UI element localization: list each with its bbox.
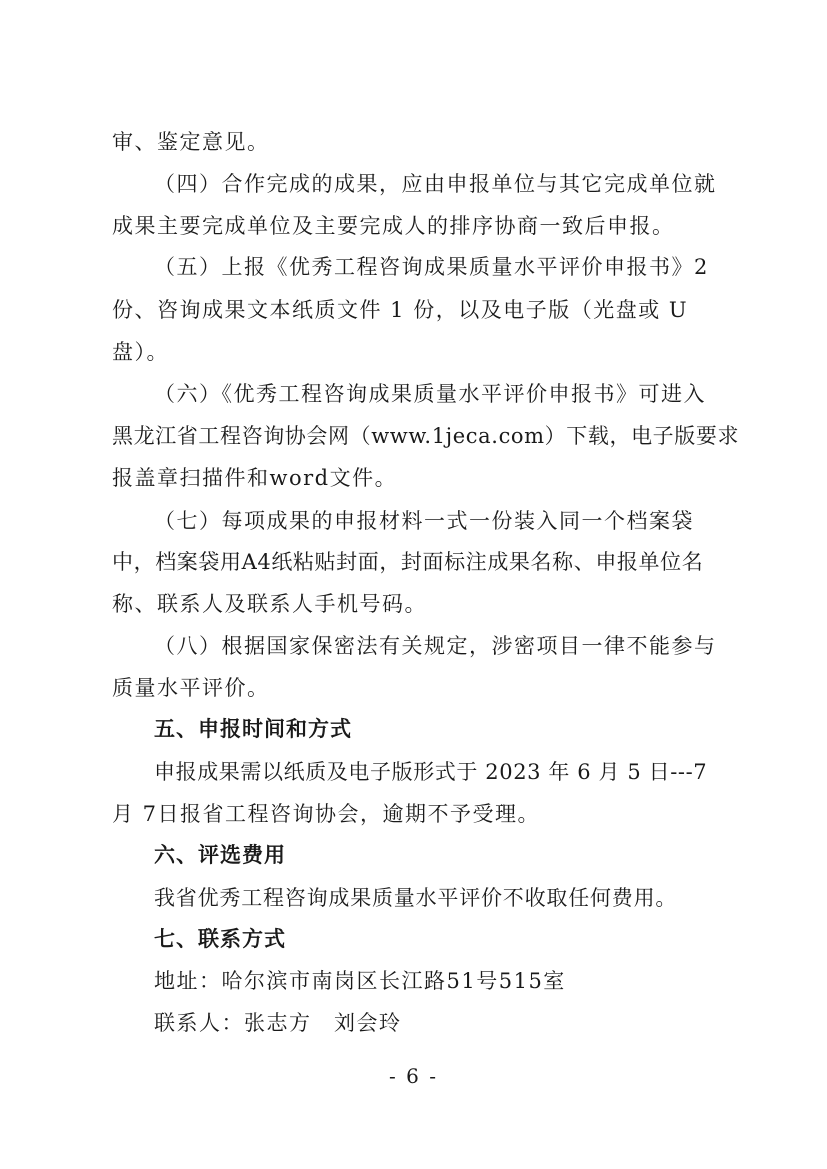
paragraph-line: 质量水平评价。 — [112, 676, 270, 700]
paragraph-line: 我省优秀工程咨询成果质量水平评价不收取任何费用。 — [154, 886, 678, 910]
paragraph-line: 成果主要完成单位及主要完成人的排序协商一致后申报。 — [112, 214, 675, 238]
paragraph-line: （五）上报《优秀工程咨询成果质量水平评价申报书》2 — [154, 255, 709, 279]
paragraph-line: 报盖章扫描件和word文件。 — [112, 466, 398, 490]
paragraph-line: 月 7日报省工程咨询协会，逾期不予受理。 — [112, 802, 541, 826]
contact-address: 地址：哈尔滨市南岗区长江路51号515室 — [154, 969, 566, 993]
paragraph-line: 中，档案袋用A4纸粘贴封面，封面标注成果名称、申报单位名 — [112, 550, 704, 574]
paragraph-line: （六）《优秀工程咨询成果质量水平评价申报书》可进入 — [154, 382, 706, 406]
paragraph-line: 审、鉴定意见。 — [112, 130, 270, 154]
paragraph-line: （七）每项成果的申报材料一式一份装入同一个档案袋 — [154, 509, 694, 533]
paragraph-line: 称、联系人及联系人手机号码。 — [112, 592, 427, 616]
paragraph-line: 黑龙江省工程咨询协会网（www.1jeca.com）下载，电子版要求 — [112, 424, 740, 448]
paragraph-line: （八）根据国家保密法有关规定，涉密项目一律不能参与 — [154, 634, 717, 658]
paragraph-line: 份、咨询成果文本纸质文件 1 份，以及电子版（光盘或 U — [112, 298, 689, 322]
paragraph-line: 盘）。 — [112, 340, 169, 364]
section-heading: 六、评选费用 — [154, 843, 286, 867]
page-number: - 6 - — [389, 1064, 438, 1088]
paragraph-line: （四）合作完成的成果，应由申报单位与其它完成单位就 — [154, 172, 717, 196]
section-heading: 五、申报时间和方式 — [154, 717, 352, 741]
section-heading: 七、联系方式 — [154, 927, 286, 951]
contact-persons: 联系人：张志方 刘会玲 — [154, 1011, 402, 1035]
paragraph-line: 申报成果需以纸质及电子版形式于 2023 年 6 月 5 日---7 — [154, 760, 708, 784]
